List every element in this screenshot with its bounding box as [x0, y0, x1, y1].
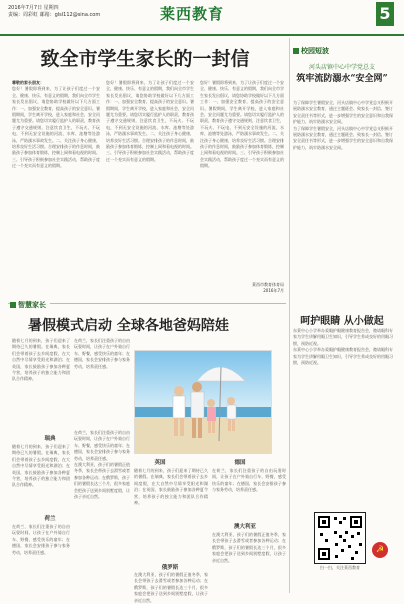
subhead-uk: 英国 — [154, 460, 166, 466]
story1-kicker: 河头店镇中心中学党总支 — [308, 64, 375, 71]
bullet-square-icon — [293, 48, 299, 54]
section-brand: 莱西教育 — [160, 5, 225, 23]
australia-body — [212, 532, 286, 594]
letter-column-2 — [106, 80, 194, 295]
bullet-square-icon — [10, 302, 16, 308]
summer-headline: 暑假模式启动 全球各地爸妈陪娃 — [28, 318, 229, 334]
sweden-text: 随着七月的到来，孩子们迎来了期待已久的暑假。在瑞典，家长们会带着孩子去乡间度假，在大自然中尽情享受阳光和湖泊；在英国，家长鼓励孩子参加各种夏令营，培养孩子的独立能力和团队合作精神。 — [12, 444, 70, 488]
summer-intro — [12, 338, 70, 428]
netherlands-text: 在荷兰，家长们注重孩子的自由玩耍时间，让孩子在户外骑自行车、野餐，感受快乐的童年；在德国，家长会安排孩子参与家务劳动，培养责任感。 — [12, 524, 70, 555]
col2-body — [74, 430, 130, 594]
subhead-sweden: 瑞典 — [44, 436, 56, 442]
letter-column-3 — [200, 80, 284, 295]
germany-body — [212, 468, 286, 518]
story2-body — [293, 328, 393, 503]
story1-body — [293, 100, 393, 300]
letter-body-1: 您好！暑假即将到来，为了让孩子们度过一个安全、健康、快乐、有意义的假期，我们向全市学生家长发出倡议，请您协助学校做好以下几方面工作：一、加强安全教育，提高孩子的安全意识。暑假期间，学生离开学校，进入家庭和社会，安全问题尤为重要。请您切实履行监护人的职责，教育孩子遵守交通规则，注意饮食卫生，不玩火、不玩电，不到无安全设施的河流、水库、池塘等处游泳，严防溺水事故发生。二、关注孩子身心健康，培养良好生活习惯。合理安排孩子的作息时间，鼓励孩子参加体育锻炼，控制上网和看电视的时间。三、引导孩子积极参加社会实践活动，帮助孩子度过一个充实而有意义的假期。 — [12, 86, 100, 169]
party-emblem-icon: ☭ — [372, 542, 388, 558]
story2-text-cont: 东莱中心小学举办爱眼护眼健康教育报告会，邀请眼科专家为学生讲解用眼卫生知识，引导学生养成良好的用眼习惯，预防近视。 — [293, 347, 393, 366]
signature-date: 2016年7月 — [263, 288, 284, 293]
page-header — [0, 0, 404, 36]
letter-greeting: 尊敬的家长朋友： — [12, 80, 44, 85]
section-campus-news — [293, 46, 329, 56]
qr-code[interactable] — [314, 512, 366, 564]
section-title: 校园短波 — [301, 47, 329, 55]
signature-org: 莱西市教育体育局 — [252, 282, 284, 287]
letter-body-2: 您好！暑假即将到来，为了让孩子们度过一个安全、健康、快乐、有意义的假期，我们向全市学生家长发出倡议，请您协助学校做好以下几方面工作：一、加强安全教育，提高孩子的安全意识。暑假期间，学生离开学校，进入家庭和社会，安全问题尤为重要。请您切实履行监护人的职责，教育孩子遵守交通规则，注意饮食卫生，不玩火、不玩电，不到无安全设施的河流、水库、池塘等处游泳，严防溺水事故发生。二、关注孩子身心健康，培养良好生活习惯。合理安排孩子的作息时间，鼓励孩子参加体育锻炼，控制上网和看电视的时间。三、引导孩子积极参加社会实践活动，帮助孩子度过一个充实而有意义的假期。 — [106, 80, 194, 162]
story1-title: 筑牢流防溺水“安全网” — [296, 74, 388, 84]
story1-text: 为了保障学生暑假安全，河头店镇中心中学党总支积极开展防溺水安全教育，通过主题班会、致家长一封信、签订安全责任书等形式，进一步增强学生的安全意识和自我保护能力，筑牢防溺水安全网。 — [293, 100, 393, 125]
story2-text: 东莱中心小学举办爱眼护眼健康教育报告会，邀请眼科专家为学生讲解用眼卫生知识，引导学生养成良好的用眼习惯，预防近视。 — [293, 328, 393, 346]
family-beach-photo — [134, 350, 272, 454]
letter-body-3: 您好！暑假即将到来，为了让孩子们度过一个安全、健康、快乐、有意义的假期，我们向全市学生家长发出倡议，请您协助学校做好以下几方面工作：一、加强安全教育，提高孩子的安全意识。暑假期间，学生离开学校，进入家庭和社会，安全问题尤为重要。请您切实履行监护人的职责，教育孩子遵守交通规则，注意饮食卫生，不玩火、不玩电，不到无安全设施的河流、水库、池塘等处游泳，严防溺水事故发生。二、关注孩子身心健康，培养良好生活习惯。合理安排孩子的作息时间，鼓励孩子参加体育锻炼，控制上网和看电视的时间。三、引导孩子积极参加社会实践活动，帮助孩子度过一个充实而有意义的假期。 — [200, 80, 284, 169]
column-divider — [289, 38, 290, 593]
subhead-australia: 澳大利亚 — [233, 524, 256, 530]
page-number: 5 — [376, 2, 394, 26]
intro-text: 随着七月的到来，孩子们迎来了期待已久的暑假。在瑞典，家长们会带着孩子去乡间度假，在大自然中尽情享受阳光和湖泊；在英国，家长鼓励孩子参加各种夏令营，培养孩子的独立能力和团队合作精神。 — [12, 338, 70, 382]
subhead-netherlands: 荷兰 — [44, 516, 56, 522]
story1-text-cont: 为了保障学生暑假安全，河头店镇中心中学党总支积极开展防溺水安全教育，通过主题班会、致家长一封信、签订安全责任书等形式，进一步增强学生的安全意识和自我保护能力，筑牢防溺水安全网。 — [293, 125, 393, 150]
letter-headline: 致全市学生家长的一封信 — [40, 48, 250, 70]
germany-text: 在荷兰，家长们注重孩子的自由玩耍时间，让孩子在户外骑自行车、野餐，感受快乐的童年；在德国，家长会安排孩子参与家务劳动，培养责任感。 — [212, 468, 286, 493]
editor-line: 责编：周彩虹 邮箱：glsl112@sina.com — [8, 12, 101, 18]
summer-intro-2 — [74, 338, 130, 428]
letter-column-1 — [12, 80, 100, 295]
netherlands-body — [12, 524, 70, 594]
section-title: 智慧家长 — [18, 301, 46, 309]
intro-text-2: 在荷兰，家长们注重孩子的自由玩耍时间，让孩子在户外骑自行车、野餐，感受快乐的童年；在德国，家长会安排孩子参与家务劳动，培养责任感。 — [74, 338, 130, 369]
sweden-body — [12, 444, 70, 510]
issue-date — [8, 5, 100, 19]
subhead-germany: 德国 — [234, 460, 246, 466]
russia-body — [134, 572, 208, 603]
uk-body — [134, 468, 208, 558]
date-line: 2016年7月7日 星期四 — [8, 5, 59, 11]
subhead-russia: 俄罗斯 — [161, 565, 179, 571]
col2-text: 在荷兰，家长们注重孩子的自由玩耍时间，让孩子在户外骑自行车、野餐，感受快乐的童年；在德国，家长会安排孩子参与家务劳动，培养责任感。 — [74, 430, 130, 461]
section-smart-parents — [10, 300, 50, 310]
col2-text-cont: 在澳大利亚，孩子们的暑假正值冬季，家长会带孩子去滑雪或者参加各种运动；在俄罗斯，孩子们的暑假长达三个月，很多家庭会把孩子送到乡间别墅度假，让孩子亲近自然。 — [74, 462, 130, 500]
australia-text: 在澳大利亚，孩子们的暑假正值冬季，家长会带孩子去滑雪或者参加各种运动；在俄罗斯，孩子们的暑假长达三个月，很多家庭会把孩子送到乡间别墅度假，让孩子亲近自然。 — [212, 532, 286, 563]
letter-signature — [220, 282, 284, 294]
russia-text: 在澳大利亚，孩子们的暑假正值冬季，家长会带孩子去滑雪或者参加各种运动；在俄罗斯，孩子们的暑假长达三个月，很多家庭会把孩子送到乡间别墅度假，让孩子亲近自然。 — [134, 572, 208, 603]
qr-caption: 扫一扫，关注莱西教育 — [320, 565, 360, 570]
uk-text: 随着七月的到来，孩子们迎来了期待已久的暑假。在瑞典，家长们会带着孩子去乡间度假，在大自然中尽情享受阳光和湖泊；在英国，家长鼓励孩子参加各种夏令营，培养孩子的独立能力和团队合作精神。 — [134, 468, 208, 506]
story2-title: 呵护眼睛 从小做起 — [300, 316, 384, 327]
